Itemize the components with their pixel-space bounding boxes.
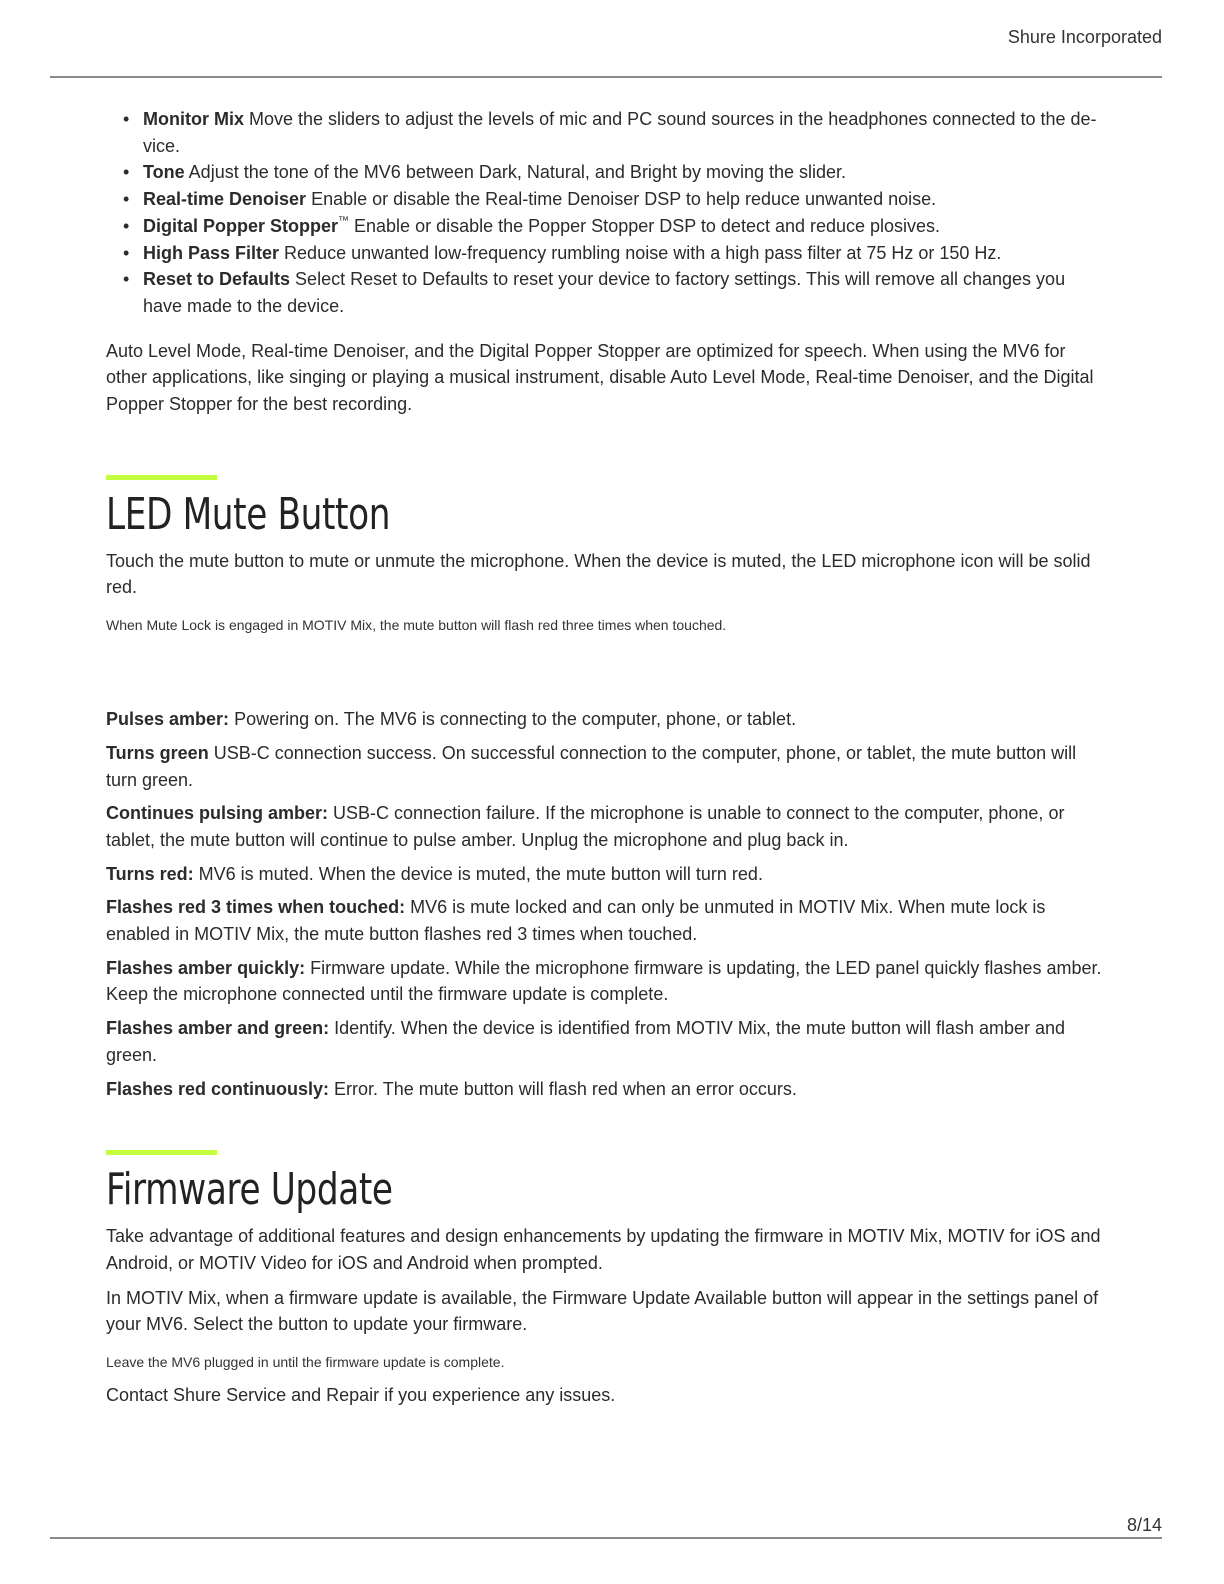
led-state-term: Turns red:: [106, 863, 194, 884]
section-accent-bar: [106, 475, 217, 480]
list-item-text: Move the sliders to adjust the levels of mic and PC sound sources in the headphones connected to the de-vice.: [143, 109, 1097, 156]
bullet-icon: •: [123, 242, 130, 263]
led-state-text: MV6 is mute locked and can only be unmuted in MOTIV Mix. When mute lock is enabled in MOTIV Mix, the mute button flashes red 3 times when touched.: [106, 897, 1046, 945]
led-state-term: Pulses amber:: [106, 709, 230, 730]
list-item: [123, 266, 1106, 319]
led-state-item: [106, 861, 1106, 888]
led-state-text: USB-C connection failure. If the microphone is unable to connect to the computer, phone, or tablet, the mute button will continue to pulse amber. Unplug the microphone and plug back in.: [106, 803, 1065, 850]
led-state-text: MV6 is muted. When the device is muted, the mute button will turn red.: [193, 863, 763, 884]
led-state-text: Firmware update. While the microphone firmware is updating, the LED panel quickly flashes amber. Keep the microphone connected until the firmware update is complete.: [106, 957, 1102, 1005]
led-state-text: Error. The mute button will flash red when an error occurs.: [329, 1078, 797, 1099]
list-item-term: Reset to Defaults: [143, 269, 291, 290]
led-state-term: Flashes red 3 times when touched:: [106, 897, 406, 918]
firmware-para-1: Take advantage of additional features and design enhancements by updating the firmware in MOTIV Mix, MOTIV for iOS and Android, or MOTIV Video for iOS and Android when prompted.: [106, 1226, 1101, 1273]
list-item-term: Real-time Denoiser: [143, 189, 307, 210]
list-item-text: Select Reset to Defaults to reset your device to factory settings. This will remove all changes you have made to the device.: [143, 269, 1066, 316]
led-state-item: [106, 1076, 1106, 1103]
mute-lock-note: When Mute Lock is engaged in MOTIV Mix, the mute button will flash red three times when touched.: [106, 617, 727, 634]
list-item-term: High Pass Filter: [143, 242, 280, 263]
led-state-item: [106, 706, 1106, 733]
led-state-item: [106, 740, 1106, 793]
led-mute-section: [106, 475, 1106, 1103]
list-item: [123, 240, 1106, 267]
led-state-text: USB-C connection success. On successful connection to the computer, phone, or tablet, the mute button will turn green.: [106, 742, 1077, 790]
list-item: [123, 213, 1106, 240]
list-item-text: Enable or disable the Popper Stopper DSP to detect and reduce plosives.: [349, 215, 941, 236]
bullet-icon: •: [123, 215, 130, 236]
led-state-term: Continues pulsing amber:: [106, 803, 329, 824]
led-state-text: Identify. When the device is identified from MOTIV Mix, the mute button will flash amber and green.: [106, 1018, 1066, 1065]
led-intro: Touch the mute button to mute or unmute the microphone. When the device is muted, the LED microphone icon will be solid red.: [106, 550, 1091, 598]
bullet-icon: •: [123, 109, 130, 129]
led-state-term: Flashes amber and green:: [106, 1018, 330, 1039]
bullet-icon: •: [123, 269, 130, 290]
list-item: [123, 106, 1106, 159]
list-item-text: Enable or disable the Real-time Denoiser DSP to help reduce unwanted noise.: [306, 189, 937, 210]
list-item-text: Adjust the tone of the MV6 between Dark, Natural, and Bright by moving the slider.: [184, 162, 847, 183]
trademark-mark: ™: [338, 214, 350, 227]
led-state-term: Flashes red continuously:: [106, 1078, 330, 1099]
list-item-term: Tone: [143, 162, 185, 183]
led-state-item: [106, 1015, 1106, 1068]
led-state-term: Flashes amber quickly:: [106, 957, 306, 978]
header-company-name: Shure Incorporated: [1007, 27, 1162, 47]
led-state-item: [106, 955, 1106, 1008]
page-content: [106, 106, 1106, 1409]
page-number: 8/14: [1126, 1515, 1162, 1535]
led-state-item: [106, 800, 1106, 853]
bullet-icon: •: [123, 162, 130, 183]
list-item: [123, 159, 1106, 186]
list-item: [123, 186, 1106, 213]
firmware-para-2: In MOTIV Mix, when a firmware update is available, the Firmware Update Available button will appear in the settings panel of your MV6. Select the button to update your firmware.: [106, 1287, 1099, 1335]
section-accent-bar: [106, 1150, 217, 1155]
bullet-icon: •: [123, 189, 130, 210]
list-item-term: Monitor Mix: [143, 109, 244, 129]
list-item-text: Reduce unwanted low-frequency rumbling noise with a high pass filter at 75 Hz or 150 Hz.: [279, 242, 1002, 263]
firmware-note: Leave the MV6 plugged in until the firmware update is complete.: [106, 1354, 505, 1371]
led-state-item: [106, 894, 1106, 947]
led-state-list: [106, 706, 1106, 1102]
firmware-contact: Contact Shure Service and Repair if you experience any issues.: [106, 1385, 616, 1406]
settings-list: [106, 106, 1106, 320]
header-divider: [50, 76, 1162, 78]
section-title-firmware-update: Firmware Update: [106, 1164, 393, 1216]
list-item-term: Digital Popper Stopper: [143, 215, 339, 236]
led-state-term: Turns green: [106, 742, 209, 763]
footer-divider: [50, 1537, 1162, 1539]
firmware-update-section: [106, 1150, 1106, 1409]
section-title-led-mute: LED Mute Button: [106, 488, 391, 540]
settings-note: Auto Level Mode, Real-time Denoiser, and the Digital Popper Stopper are optimized for speech. When using the MV6 for other applications, like singing or playing a musical instrument, disable Auto Level Mode, Real-time Denoiser, and the Digital Popper Stopper for the best recording.: [106, 340, 1094, 415]
led-state-text: Powering on. The MV6 is connecting to the computer, phone, or tablet.: [229, 709, 797, 730]
